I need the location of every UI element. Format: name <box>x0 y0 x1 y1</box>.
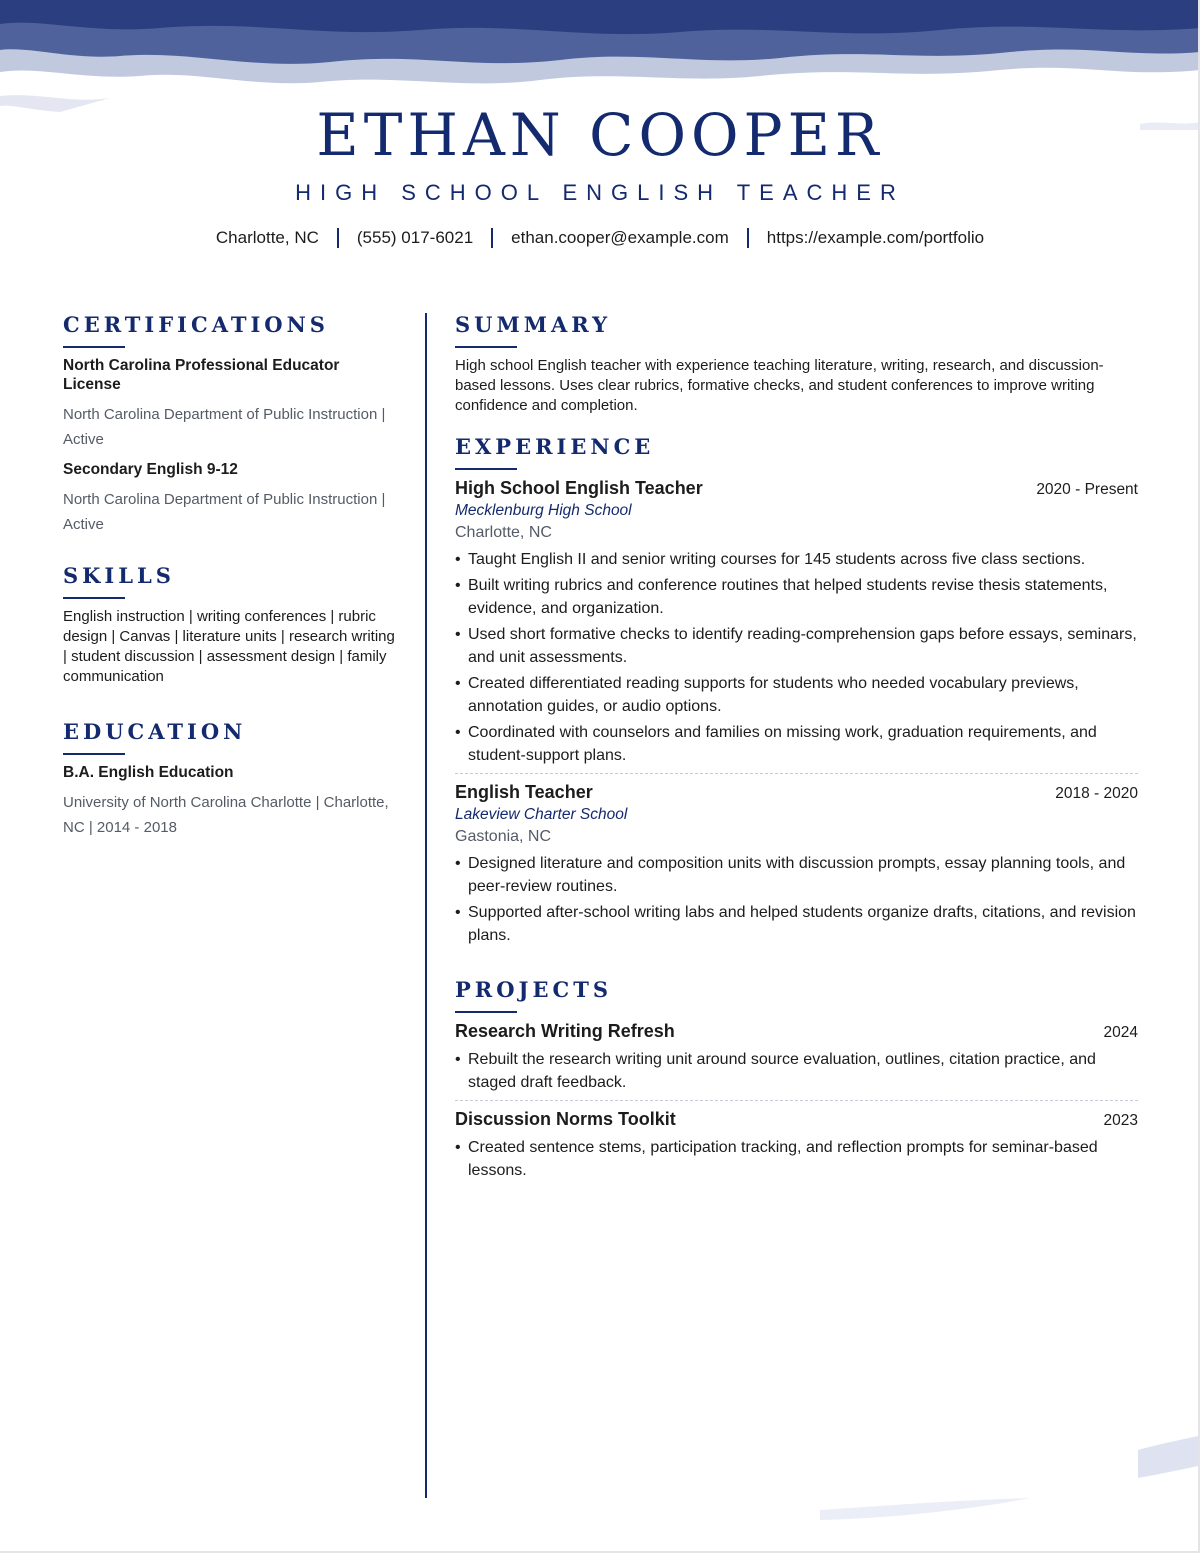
project-title: Research Writing Refresh <box>455 1021 675 1041</box>
certification-name: Secondary English 9-12 <box>63 461 238 478</box>
job-title: High School English Teacher <box>455 478 703 498</box>
job-dates: 2018 - 2020 <box>1055 785 1138 802</box>
project-header <box>455 1021 1138 1042</box>
right-column <box>455 312 1138 1185</box>
entry-separator <box>455 1100 1138 1101</box>
contact-phone[interactable]: (555) 017-6021 <box>356 228 474 247</box>
project-bullets <box>455 1048 1138 1094</box>
contact-line <box>0 228 1200 248</box>
job-company: Mecklenburg High School <box>455 502 632 519</box>
section-heading: SKILLS <box>63 563 175 588</box>
section-heading: PROJECTS <box>455 977 612 1002</box>
job-dates: 2020 - Present <box>1036 481 1138 498</box>
job-company: Lakeview Charter School <box>455 806 628 823</box>
section-heading: SUMMARY <box>455 312 612 337</box>
bullet-item: • Rebuilt the research writing unit around source evaluation, outlines, citation practice, and staged draft feedback. <box>455 1048 1138 1094</box>
section-underline <box>63 597 125 599</box>
job-bullets <box>455 852 1138 947</box>
section-underline <box>455 1011 517 1013</box>
job-header <box>455 478 1138 499</box>
contact-separator <box>747 228 749 248</box>
entry-separator <box>455 773 1138 774</box>
contact-location: Charlotte, NC <box>215 228 319 247</box>
bullet-item: • Supported after-school writing labs and helped students organize drafts, citations, and revision plans. <box>455 901 1138 947</box>
contact-separator <box>337 228 339 248</box>
candidate-title: HIGH SCHOOL ENGLISH TEACHER <box>295 180 905 205</box>
left-column <box>63 312 398 840</box>
bullet-item: • Built writing rubrics and conference routines that helped students revise thesis statements, evidence, and organization. <box>455 574 1138 620</box>
resume-header <box>0 100 1200 248</box>
section-heading: EDUCATION <box>63 719 247 744</box>
project-title: Discussion Norms Toolkit <box>455 1109 676 1129</box>
certification-name: North Carolina Professional Educator License <box>63 357 340 393</box>
certification-item <box>63 460 398 537</box>
contact-email[interactable]: ethan.cooper@example.com <box>511 228 729 247</box>
project-entry <box>455 1021 1138 1094</box>
bullet-item: • Coordinated with counselors and families on missing work, graduation requirements, and student-support plans. <box>455 721 1138 767</box>
job-location: Charlotte, NC <box>455 524 552 541</box>
column-divider <box>425 313 427 1498</box>
education-degree: B.A. English Education <box>63 764 234 781</box>
skills-section <box>63 563 398 687</box>
project-year: 2024 <box>1103 1024 1138 1041</box>
certification-issuer: North Carolina Department of Public Instruction | Active <box>63 406 386 448</box>
project-year: 2023 <box>1103 1112 1138 1129</box>
job-entry <box>455 478 1138 767</box>
bullet-item: • Taught English II and senior writing courses for 145 students across five class sections. <box>455 548 1138 571</box>
project-entry <box>455 1109 1138 1182</box>
certification-issuer: North Carolina Department of Public Instruction | Active <box>63 491 386 533</box>
bullet-item: • Created differentiated reading supports for students who needed vocabulary previews, annotation guides, or audio options. <box>455 672 1138 718</box>
certification-item <box>63 356 398 452</box>
section-heading: CERTIFICATIONS <box>63 312 329 337</box>
section-underline <box>63 346 125 348</box>
candidate-name: ETHAN COOPER <box>316 101 884 169</box>
section-underline <box>455 468 517 470</box>
job-location: Gastonia, NC <box>455 828 552 845</box>
section-underline <box>63 753 125 755</box>
skills-list: English instruction | writing conferences | rubric design | Canvas | literature units | research writing | student discussion | assessment design | family communication <box>63 608 395 685</box>
job-entry <box>455 782 1138 947</box>
watercolor-footer-wash <box>0 1420 1200 1553</box>
summary-section <box>455 312 1138 416</box>
job-bullets <box>455 548 1138 767</box>
project-bullets <box>455 1136 1138 1182</box>
bullet-item: • Designed literature and composition units with discussion prompts, essay planning tools, and peer-review routines. <box>455 852 1138 898</box>
section-heading: EXPERIENCE <box>455 434 655 459</box>
bullet-item: • Used short formative checks to identify reading-comprehension gaps before essays, seminars, and unit assessments. <box>455 623 1138 669</box>
certifications-section <box>63 312 398 537</box>
job-title: English Teacher <box>455 782 593 802</box>
contact-portfolio-link[interactable]: https://example.com/portfolio <box>766 228 985 247</box>
job-header <box>455 782 1138 803</box>
projects-section <box>455 977 1138 1182</box>
summary-text: High school English teacher with experience teaching literature, writing, research, and discussion-based lessons. Uses clear rubrics, formative checks, and student conferences to improve writing confidence and completion. <box>455 357 1104 414</box>
education-details: University of North Carolina Charlotte | Charlotte, NC | 2014 - 2018 <box>63 794 389 836</box>
experience-section <box>455 434 1138 947</box>
project-header <box>455 1109 1138 1130</box>
contact-separator <box>491 228 493 248</box>
bullet-item: • Created sentence stems, participation tracking, and reflection prompts for seminar-based lessons. <box>455 1136 1138 1182</box>
section-underline <box>455 346 517 348</box>
education-section <box>63 719 398 840</box>
